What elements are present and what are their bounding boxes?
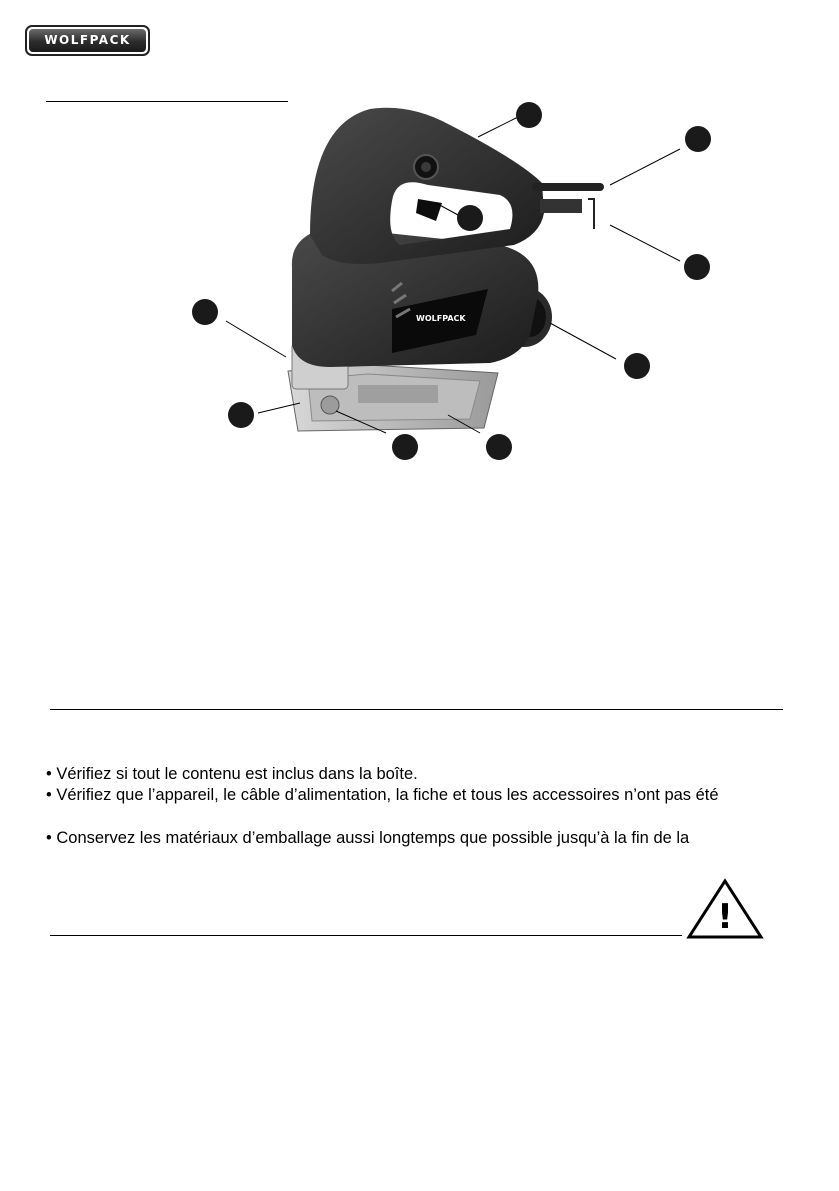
jigsaw-illustration (180, 95, 740, 475)
lock-button (414, 155, 438, 179)
section-rule-safety (50, 935, 682, 936)
callout-marker-2 (685, 126, 711, 152)
callout-marker-5 (624, 353, 650, 379)
section-rule-unpacking (50, 709, 783, 710)
brand-logo (25, 25, 150, 56)
warning-triangle-icon (686, 878, 764, 940)
warning-symbol: ! (717, 897, 733, 937)
callout-marker-9 (486, 434, 512, 460)
checklist-item: • Vérifiez que l’appareil, le câble d’alimentation, la fiche et tous les accessoires n’ont pas été (46, 786, 719, 804)
product-figure (180, 95, 740, 475)
callout-marker-1 (516, 102, 542, 128)
tool-logo-text: WOLFPACK (416, 314, 466, 323)
callout-marker-4 (457, 205, 483, 231)
unpacking-checklist (46, 764, 826, 849)
callout-marker-6 (192, 299, 218, 325)
trigger (416, 199, 442, 221)
checklist-item: • Conservez les matériaux d’emballage aussi longtemps que possible jusqu’à la fin de la (46, 829, 690, 847)
checklist-item: • Vérifiez si tout le contenu est inclus dans la boîte. (46, 765, 418, 783)
callout-marker-7 (228, 402, 254, 428)
callout-marker-8 (392, 434, 418, 460)
brand-logo-text: WOLFPACK (29, 29, 146, 52)
callout-marker-3 (684, 254, 710, 280)
power-cord (536, 187, 600, 229)
